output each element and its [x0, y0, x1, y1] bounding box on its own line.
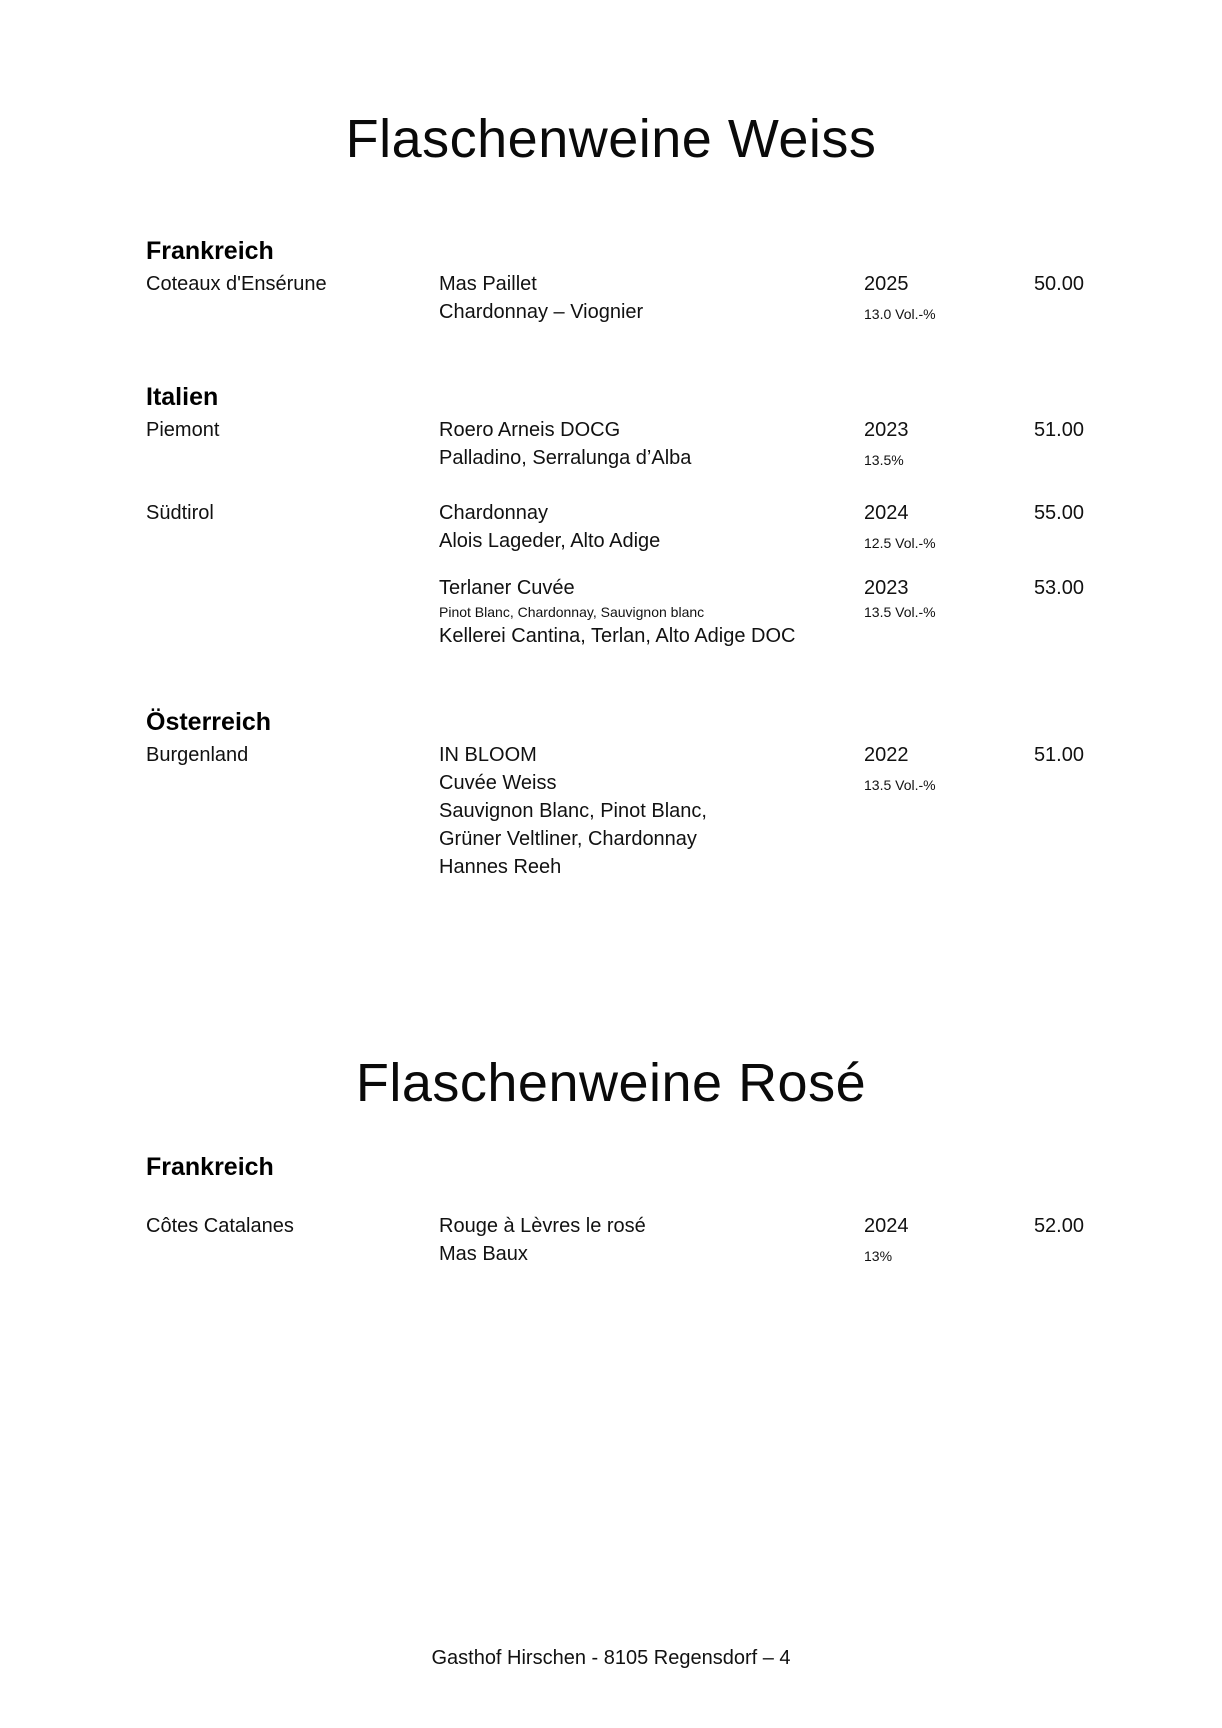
wine-alcohol: 13.5 Vol.-%	[864, 604, 936, 620]
wine-producer: Palladino, Serralunga d’Alba	[439, 447, 692, 469]
wine-price: 53.00	[1033, 577, 1084, 599]
wine-price: 52.00	[1033, 1215, 1084, 1237]
country-heading-austria: Österreich	[146, 708, 272, 736]
wine-year: 2024	[864, 1215, 909, 1237]
wine-alcohol: 13.5%	[864, 452, 904, 468]
wine-description: Cuvée Weiss	[439, 772, 557, 794]
wine-price: 50.00	[1033, 273, 1084, 295]
region-label: Burgenland	[146, 744, 249, 766]
wine-name: Chardonnay	[439, 502, 548, 524]
region-label: Côtes Catalanes	[146, 1215, 294, 1237]
region-label: Piemont	[146, 419, 220, 441]
wine-year: 2025	[864, 273, 909, 295]
wine-price: 51.00	[1033, 744, 1084, 766]
wine-grapes: Sauvignon Blanc, Pinot Blanc,	[439, 800, 707, 822]
wine-grapes: Grüner Veltliner, Chardonnay	[439, 828, 697, 850]
wine-producer: Mas Baux	[439, 1243, 528, 1265]
wine-alcohol: 13.5 Vol.-%	[864, 777, 936, 793]
wine-name: Rouge à Lèvres le rosé	[439, 1215, 646, 1237]
wine-year: 2023	[864, 419, 909, 441]
wine-name: IN BLOOM	[439, 744, 537, 766]
country-heading-france: Frankreich	[146, 1153, 274, 1181]
country-heading-italy: Italien	[146, 383, 219, 411]
wine-grapes: Chardonnay – Viognier	[439, 301, 644, 323]
section-title-rose: Flaschenweine Rosé	[355, 1053, 867, 1113]
wine-name: Terlaner Cuvée	[439, 577, 575, 599]
wine-name: Mas Paillet	[439, 273, 537, 295]
wine-alcohol: 12.5 Vol.-%	[864, 535, 936, 551]
wine-producer: Hannes Reeh	[439, 856, 562, 878]
wine-price: 51.00	[1033, 419, 1084, 441]
region-label: Coteaux d'Ensérune	[146, 273, 327, 295]
country-heading-france: Frankreich	[146, 237, 274, 265]
section-title-white: Flaschenweine Weiss	[345, 109, 877, 169]
wine-year: 2024	[864, 502, 909, 524]
wine-name: Roero Arneis DOCG	[439, 419, 621, 441]
wine-price: 55.00	[1033, 502, 1084, 524]
wine-alcohol: 13%	[864, 1248, 893, 1264]
wine-year: 2023	[864, 577, 909, 599]
wine-producer: Alois Lageder, Alto Adige	[439, 530, 661, 552]
wine-producer: Kellerei Cantina, Terlan, Alto Adige DOC	[439, 625, 796, 647]
wine-grapes: Pinot Blanc, Chardonnay, Sauvignon blanc	[439, 604, 705, 620]
region-label: Südtirol	[146, 502, 214, 524]
wine-year: 2022	[864, 744, 909, 766]
page-footer: Gasthof Hirschen - 8105 Regensdorf – 4	[431, 1647, 791, 1669]
wine-alcohol: 13.0 Vol.-%	[864, 306, 936, 322]
